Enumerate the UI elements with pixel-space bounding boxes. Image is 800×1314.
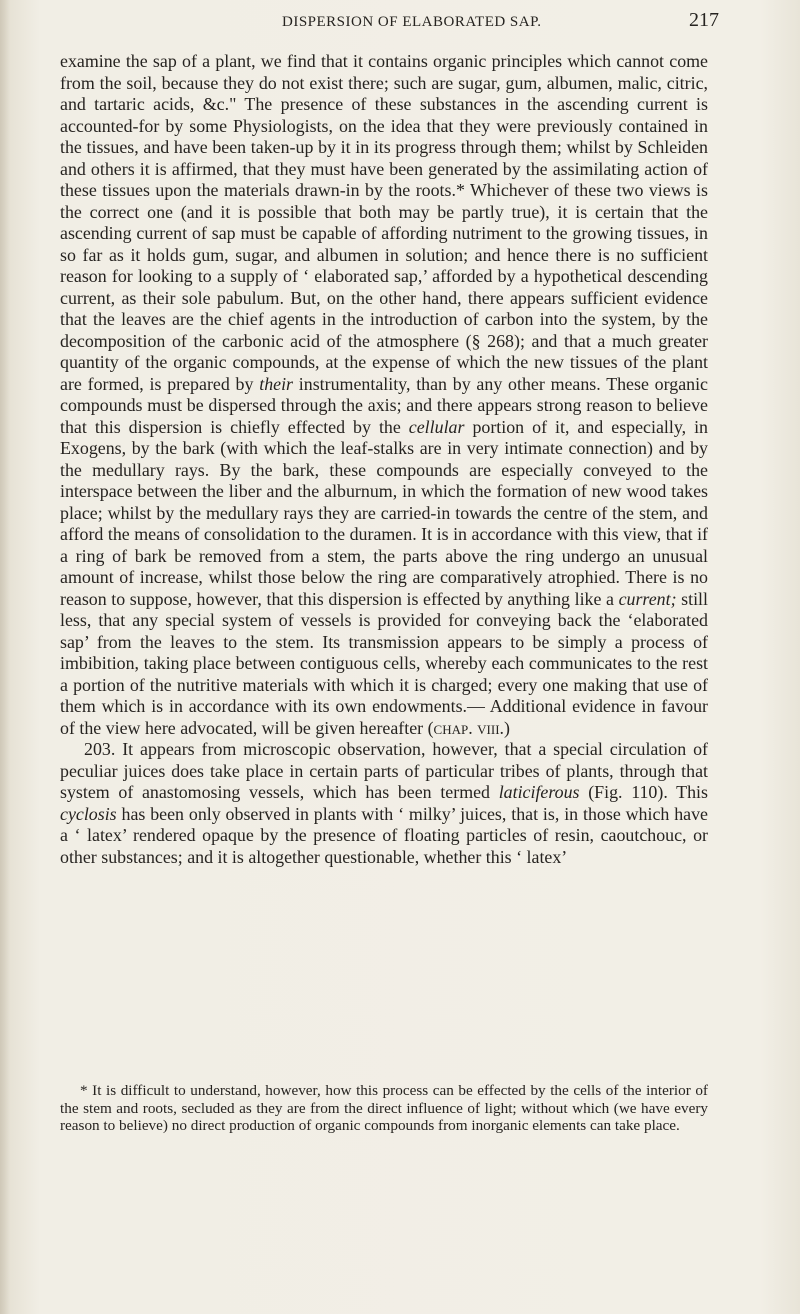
text-run: examine the sap of a plant, we find that it contains organic principles which cannot come from the soil, because they do not exist there; such are sugar, gum, albumen, malic, citric, and tartaric acids, &c." The presence of these substances in the ascending current is accounted-for by some Physiologists, on the idea that they were previously contained in the tissues, and have been taken-up by it in its progress through them; whilst by Schleiden and others it is affirmed, that they must have been generated by the assimilating action of these tissues upon the materials drawn-in by the roots.* Whichever of these two views is the correct one (and it is possible that both may be partly true), it is certain that the ascending current of sap must be capable of affording nutriment to the growing tissues, in so far as it holds gum, sugar, and albumen in solution; and hence there is no sufficient reason for looking to a supply of ‘ elaborated sap,’ afforded by a hypothetical descending current, as their sole pabulum. But, on the other hand, there appears sufficient evidence that the leaves are the chief agents in the introduction of carbon into the system, by the decomposition of the carbonic acid of the atmosphere (§ 268); and that a much greater quantity of the organic compounds, at the expense of which the new tissues of the plant are formed, is prepared by: [60, 51, 708, 394]
emphasis-cellular: cellular: [408, 416, 465, 437]
text-run: portion of it, and especially, in Exogens, by the bark (with which the leaf-stalks are in very intimate connection) and by the medullary rays. By the bark, these compounds are especially conveyed to the interspace between the liber and the alburnum, in which the formation of new wood takes place; whilst by the medullary rays they are carried-in towards the centre of the stem, and afford the means of consolidation to the duramen. It is in accordance with this view, that if a ring of bark be removed from a stem, the parts above the ring undergo an unusual amount of increase, whilst those below the ring are comparatively atrophied. There is no reason to suppose, however, that this dispersion is effected by anything like a: [60, 416, 708, 609]
text-run: still less, that any special system of vessels is provided for conveying back the ‘elaborated sap’ from the leaves to the stem. Its transmission appears to be simply a process of imbibition, taking place between contiguous cells, whereby each communicates to the rest a portion of the nutritive materials with which it is charged; every one making that use of them which is in accordance with its own endowments.— Additional evidence in favour of the view here advocated, will be given hereafter (: [60, 588, 708, 738]
chapter-reference: chap. viii.: [433, 717, 505, 738]
paragraph-continued: [60, 51, 708, 739]
text-run: ): [504, 717, 510, 738]
running-head: DISPERSION OF ELABORATED SAP.: [282, 14, 542, 30]
page-number: 217: [689, 9, 719, 31]
page-gutter-shadow: [0, 0, 10, 1314]
footnote: * It is difficult to understand, however, how this process can be effected by the cells of the interior of the stem and roots, secluded as they are from the direct influence of light; without which (we have every reason to believe) no direct production of organic compounds from inorganic elements can take place.: [60, 1082, 708, 1134]
paragraph-203: [60, 739, 708, 868]
text-run: instrumentality, than by any other means. These organic compounds must be dispersed through the axis; and there appears strong reason to believe that this dispersion is chiefly effected by the: [60, 373, 708, 437]
body-text: [60, 51, 708, 868]
emphasis-laticiferous: laticiferous: [498, 782, 580, 802]
emphasis-cyclosis: cyclosis: [60, 803, 117, 824]
text-run: has been only observed in plants with ‘ milky’ juices, that is, in those which have a ‘ latex’ rendered opaque by the presence of floating particles of resin, caoutchouc, or other substances; and it is altogether questionable, whether this ‘ latex’: [60, 803, 708, 867]
emphasis-their: their: [259, 373, 294, 394]
emphasis-current: current;: [618, 588, 677, 609]
text-run: 203. It appears from microscopic observation, however, that a special circulation of peculiar juices does take place in certain parts of particular tribes of plants, through that system of anastomosing vessels, which has been termed: [60, 739, 708, 802]
text-run: (Fig. 110). This: [579, 782, 708, 802]
